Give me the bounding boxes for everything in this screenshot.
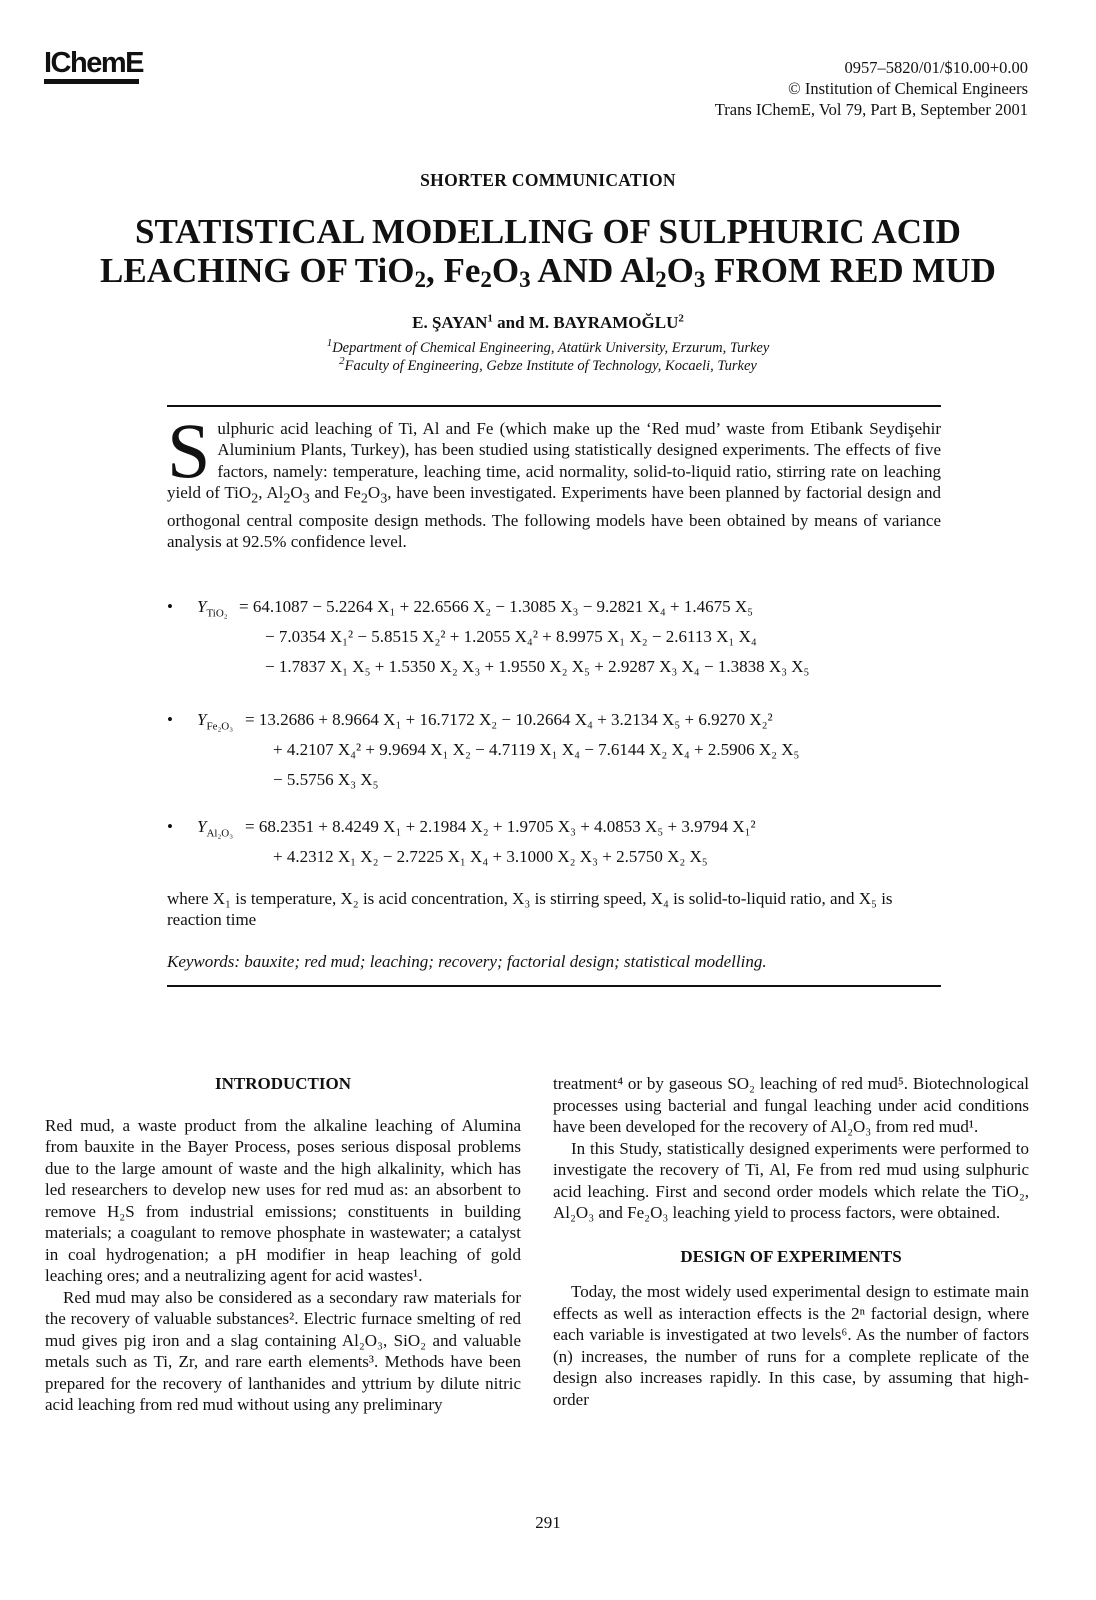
equation-line: = 13.2686 + 8.9664 X₁ + 16.7172 X₂ − 10.2664 X₄ + 3.2134 X₅ + 6.9270 X₂² xyxy=(245,710,773,729)
abstract: Sulphuric acid leaching of Ti, Al and Fe (which make up the ‘Red mud’ waste from Etibank Seydişehir Aluminium Plants, Turkey), has been studied using statistically designed experiments. The effects of five factors, namely: temperature, leaching time, acid normality, solid-to-liquid ratio, stirring rate on leaching yield of TiO$_2$, $Al_2O_3$ and $Fe_2O_3$, have been investigated. Experiments have been planned by factorial design and orthogonal central composite design methods. The following models have been obtained by means of variance analysis at 92.5% confidence level. xyxy=(167,407,941,552)
paragraph: treatment⁴ or by gaseous SO₂ leaching of red mud⁵. Biotechnological processes using bacterial and fungal leaching under acid conditions have been developed for the recovery of Al₂O₃ from red mud¹. xyxy=(553,1074,1029,1136)
right-column xyxy=(553,1073,1029,1410)
equation-line: = 68.2351 + 8.4249 X₁ + 2.1984 X₂ + 1.9705 X₃ + 4.0853 X₅ + 3.9794 X₁² xyxy=(245,817,756,836)
paper-title xyxy=(0,212,1096,290)
affiliations xyxy=(0,339,1096,375)
equation-line: = 64.1087 − 5.2264 X₁ + 22.6566 X₂ − 1.3085 X₃ − 9.2821 X₄ + 1.4675 X₅ xyxy=(239,597,754,616)
publication-info xyxy=(715,57,1028,120)
equation-line: − 1.7837 X₁ X₅ + 1.5350 X₂ X₃ + 1.9550 X₂ X₅ + 2.9287 X₃ X₄ − 1.3838 X₃ X₅ xyxy=(265,657,810,676)
abstract-bottom-rule xyxy=(167,985,941,987)
variable-definitions: where X₁ is temperature, X₂ is acid concentration, X₃ is stirring speed, X₄ is solid-to-liquid ratio, and X₅ is reaction time xyxy=(167,889,893,930)
bullet: • xyxy=(167,817,173,836)
equation-tio2 xyxy=(167,592,941,688)
paragraph: Red mud may also be considered as a secondary raw materials for the recovery of valuable substances². Electric furnace smelting of red mud gives pig iron and a slag containing Al₂O₃, SiO₂ and valuable metals such as Ti, Zr, and rare earth elements³. Methods have been prepared for the recovery of lanthanides and yttrium by dilute nitric acid leaching from red mud without using any preliminary xyxy=(45,1287,521,1414)
abstract-top-rule xyxy=(167,405,941,407)
equation-lhs: $Y_{Al_2O_3}$ xyxy=(197,817,234,840)
section-label: SHORTER COMMUNICATION xyxy=(420,170,676,190)
equation-line: − 5.5756 X₃ X₅ xyxy=(273,770,379,789)
bullet: • xyxy=(167,710,173,729)
logo-text: IChemE xyxy=(44,47,143,79)
equation-lhs: $Y_{Fe_2O_3}$ xyxy=(197,710,234,733)
title-line-2: LEACHING OF TiO$_2$, $Fe_2O_3$ AND $Al_2O_3$ FROM RED MUD xyxy=(100,251,996,292)
equation-line: + 4.2312 X₁ X₂ − 2.7225 X₁ X₄ + 3.1000 X₂ X₃ + 2.5750 X₂ X₅ xyxy=(273,847,708,866)
affiliation-1: $^1$Department of Chemical Engineering, Atatürk University, Erzurum, Turkey xyxy=(326,337,770,356)
introduction-heading: INTRODUCTION xyxy=(214,1074,352,1093)
journal-line: Trans IChemE, Vol 79, Part B, September 2001 xyxy=(714,100,1028,119)
paragraph: Today, the most widely used experimental design to estimate main effects as well as interaction effects is the 2ⁿ factorial design, where each variable is investigated at two levels⁶. As the number of factors (n) increases, the number of runs for a complete replicate of the design also increases rapidly. In this case, by assuming that high-order xyxy=(553,1282,1029,1409)
equation-lhs: $Y_{TiO_2}$ xyxy=(197,597,228,620)
equation-line: − 7.0354 X₁² − 5.8515 X₂² + 1.2055 X₄² + 8.9975 X₁ X₂ − 2.6113 X₁ X₄ xyxy=(265,627,757,646)
copyright-line: © Institution of Chemical Engineers xyxy=(788,79,1028,98)
authors: E. ŞAYAN$^1$ and M. BAYRAMOĞLU$^2$ xyxy=(412,312,684,332)
bullet: • xyxy=(167,597,173,616)
drop-cap: S xyxy=(167,407,211,494)
paragraph: Red mud, a waste product from the alkaline leaching of Alumina from bauxite in the Bayer Process, poses serious disposal problems due to the large amount of waste and the high alkalinity, which has led researchers to develop new uses for red mud as: an absorbent to remove H₂S from industrial emissions; constituents in building materials; a coagulant to remove phosphate in wastewater; a catalyst in coal hydrogenation; a pH modifier in heap leaching of gold leaching ores; and a neutralizing agent for acid wastes¹. xyxy=(45,1115,521,1285)
page-number: 291 xyxy=(535,1513,561,1532)
title-line-1: STATISTICAL MODELLING OF SULPHURIC ACID xyxy=(135,212,961,251)
paragraph: In this Study, statistically designed experiments were performed to investigate the recovery of Ti, Al, Fe from red mud using sulphuric acid leaching. First and second order models which relate the TiO₂, Al₂O₃ and Fe₂O₃ leaching yield to process factors, were obtained. xyxy=(553,1138,1029,1222)
keywords: Keywords: bauxite; red mud; leaching; recovery; factorial design; statistical modelling. xyxy=(167,952,767,971)
left-column xyxy=(45,1073,521,1416)
issn-price: 0957–5820/01/$10.00+0.00 xyxy=(844,58,1028,77)
equation-al2o3 xyxy=(167,812,941,878)
equation-fe2o3 xyxy=(167,705,941,801)
logo-underline xyxy=(44,79,139,84)
ichem-logo xyxy=(44,47,143,84)
design-of-experiments-heading: DESIGN OF EXPERIMENTS xyxy=(680,1246,902,1266)
affiliation-2: $^2$Faculty of Engineering, Gebze Institute of Technology, Kocaeli, Turkey xyxy=(339,355,757,374)
equation-line: + 4.2107 X₄² + 9.9694 X₁ X₂ − 4.7119 X₁ X₄ − 7.6144 X₂ X₄ + 2.5906 X₂ X₅ xyxy=(273,740,800,759)
